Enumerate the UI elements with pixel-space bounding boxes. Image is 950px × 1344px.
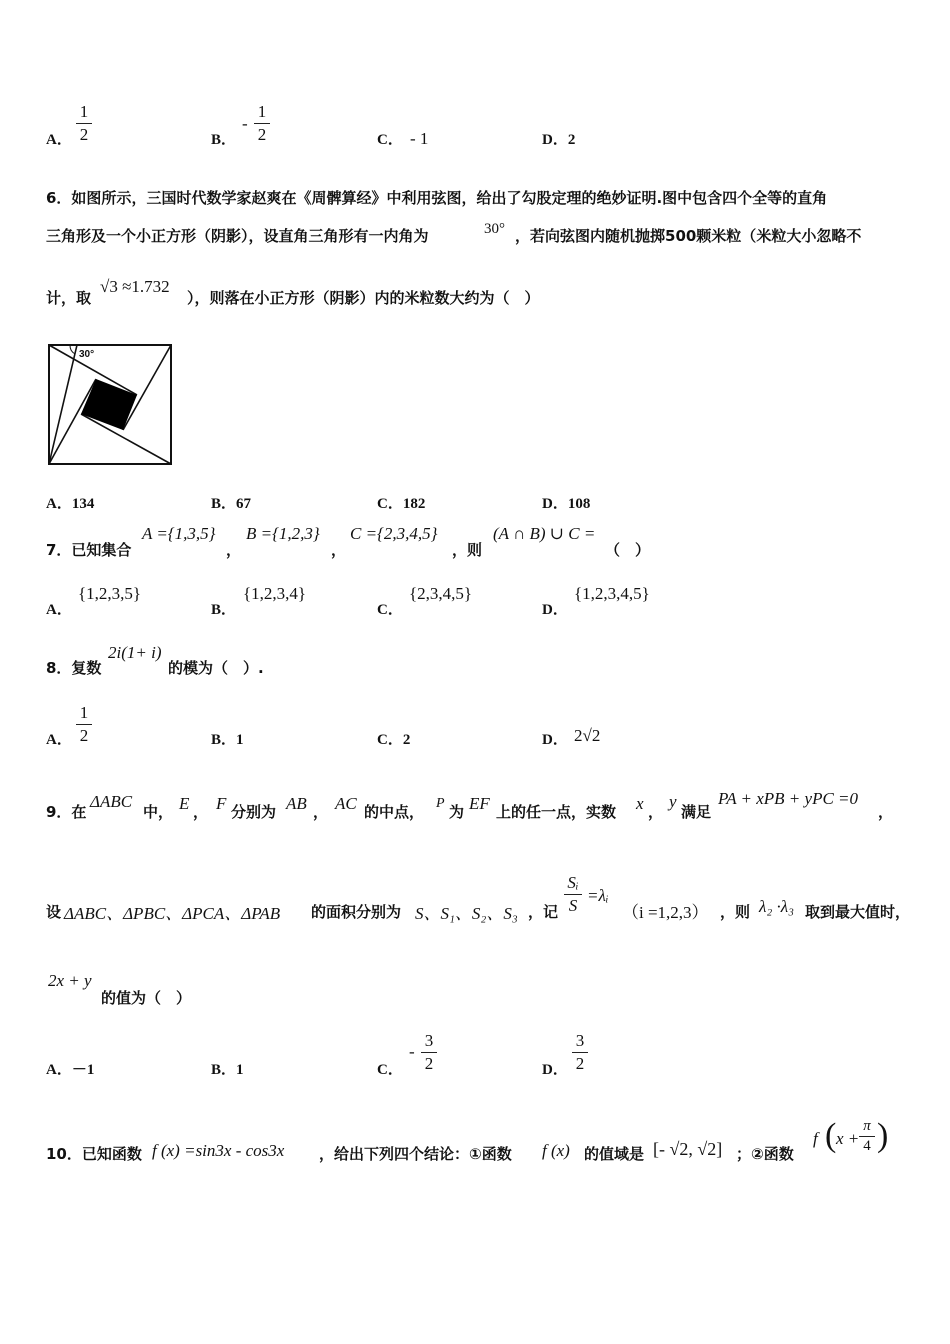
q9-d-denominator: 2 [575, 1054, 585, 1073]
q9-c-sign: - [409, 1042, 415, 1061]
q9-vector-equation: PA + xPB + yPC =0 [718, 789, 859, 808]
q7-set-c: C ={2,3,4,5} [350, 524, 438, 543]
q10-pi-fraction [859, 1118, 875, 1155]
q10-range-lead: 的值域是 [584, 1145, 645, 1163]
q9-option-c-label: C． [377, 1062, 403, 1078]
q9-expression: 2x + y [48, 971, 92, 990]
q8-a-denominator: 2 [79, 726, 89, 745]
q9-lambda-product: λ₂ ·λ₃ [759, 897, 795, 916]
q9-text: 中， [143, 803, 174, 821]
fraction-bar [76, 724, 92, 725]
q9-segment-ab: AB [286, 794, 307, 813]
q5-b-numerator: 1 [257, 102, 267, 121]
q9-areas: S、S₁、S₂、S₃ [415, 904, 518, 923]
q6-sqrt3-approx: √3 ≈1.732 [100, 277, 170, 296]
q8-a-numerator: 1 [79, 703, 89, 722]
q7-lead: 7．已知集合 [46, 541, 132, 559]
q9-text: 的中点， [364, 803, 425, 821]
angle-label: 30° [79, 349, 95, 360]
q7-option-b-value: {1,2,3,4} [243, 584, 307, 603]
q8-option-c: C．2 [377, 732, 411, 748]
q9-text: 满足 [681, 803, 712, 821]
q5-option-b-label: B． [211, 132, 237, 148]
q5-option-c-value: - 1 [410, 129, 429, 148]
q8-option-d-label: D． [542, 732, 568, 748]
q9-option-c-fraction [421, 1031, 437, 1074]
q8-tail: 的模为（ ）. [168, 659, 264, 677]
q9-lambda: =λᵢ [587, 886, 609, 905]
q5-option-a-label: A． [46, 132, 72, 148]
fraction-bar [859, 1136, 875, 1137]
q6-option-c: C．182 [377, 496, 426, 512]
q7-sep: ， [226, 541, 242, 559]
zhao-shuang-diagram [44, 341, 176, 469]
left-paren: ( [825, 1117, 837, 1154]
q9-ratio-denominator: S [568, 896, 578, 915]
q9-triangles: ΔABC、ΔPBC、ΔPCA、ΔPAB [64, 904, 281, 923]
q7-option-c-value: {2,3,4,5} [409, 584, 473, 603]
q9-lead: 9．在 [46, 803, 87, 821]
q9-option-d-fraction [572, 1031, 588, 1074]
q10-mid: ，给出下列四个结论：①函数 [319, 1145, 512, 1163]
q9-line3-tail: 的值为（ ） [101, 989, 192, 1007]
q10-lead: 10．已知函数 [46, 1145, 142, 1163]
q5-option-b-fraction [254, 102, 270, 145]
q7-then: ，则 [452, 541, 483, 559]
q6-line-2a: 三角形及一个小正方形（阴影），设直角三角形有一内角为 [46, 227, 429, 245]
q5-b-denominator: 2 [257, 125, 267, 144]
q9-text: 分别为 [231, 803, 277, 821]
q7-answer-paren: （ ） [605, 541, 651, 559]
right-paren: ) [877, 1117, 889, 1154]
q10-f2: f [813, 1129, 818, 1148]
q9-var-x: x [636, 794, 644, 813]
q8-expression: 2i(1+ i) [108, 643, 162, 662]
q7-option-b-label: B． [211, 602, 237, 618]
q6-angle: 30° [484, 221, 505, 237]
q7-set-b: B ={1,2,3} [246, 524, 320, 543]
q10-function: f (x) =sin3x - cos3x [152, 1141, 285, 1160]
q8-option-d-value: 2√2 [574, 726, 601, 745]
q9-point-p: P [436, 796, 445, 811]
q9-line2-end: 取到最大值时， [805, 903, 911, 921]
q7-option-a-label: A． [46, 602, 72, 618]
q6-option-a: A．134 [46, 496, 95, 512]
q9-line2-tail: ，则 [720, 903, 751, 921]
q6-line-3a: 计，取 [46, 289, 92, 307]
q5-option-d: D．2 [542, 132, 576, 148]
q10-tail: ；②函数 [736, 1145, 794, 1163]
q8-option-a-fraction [76, 703, 92, 746]
q9-ratio-numerator: Sᵢ [567, 873, 579, 892]
q9-line2-mid: 的面积分别为 [311, 903, 402, 921]
q9-d-numerator: 3 [575, 1031, 585, 1050]
q6-line-3b: ），则落在小正方形（阴影）内的米粒数大约为（ ） [187, 289, 540, 307]
q8-lead: 8．复数 [46, 659, 102, 677]
q10-range: [- √2, √2] [653, 1139, 723, 1159]
q9-text: 为 [449, 803, 465, 821]
q9-text: ， [193, 803, 209, 821]
q9-option-b: B．1 [211, 1062, 244, 1078]
q9-segment-ef: EF [469, 794, 490, 813]
q8-option-b: B．1 [211, 732, 244, 748]
q9-point-e: E [179, 794, 190, 813]
q9-c-denominator: 2 [424, 1054, 434, 1073]
q6-option-b: B．67 [211, 496, 252, 512]
q9-segment-ac: AC [335, 794, 357, 813]
q9-index-range: （i =1,2,3） [622, 903, 709, 922]
q9-option-a: A．－1 [46, 1062, 95, 1078]
q7-set-a: A ={1,3,5} [142, 524, 216, 543]
fraction-bar [421, 1052, 437, 1053]
fraction-bar [564, 894, 582, 895]
q7-option-d-value: {1,2,3,4,5} [574, 584, 650, 603]
q10-pi-denominator: 4 [863, 1138, 871, 1154]
q7-option-a-value: {1,2,3,5} [78, 584, 142, 603]
q7-expression: (A ∩ B) ∪ C = [493, 524, 596, 543]
q9-text: ， [313, 803, 329, 821]
q5-option-a-fraction [76, 102, 92, 145]
q9-option-d-label: D． [542, 1062, 568, 1078]
q7-sep: ， [331, 541, 347, 559]
q9-text: ， [878, 803, 894, 821]
q5-a-denominator: 2 [79, 125, 89, 144]
q5-option-c-label: C． [377, 132, 403, 148]
fraction-bar [76, 123, 92, 124]
q6-line-1: 6．如图所示，三国时代数学家赵爽在《周髀算经》中利用弦图，给出了勾股定理的绝妙证明.图中包含四个全等的直角 [46, 189, 828, 207]
q9-var-y: y [669, 792, 677, 811]
q9-text: 上的任一点，实数 [496, 803, 617, 821]
fraction-bar [254, 123, 270, 124]
q9-ratio-fraction [564, 873, 582, 916]
q9-point-f: F [216, 794, 227, 813]
q7-option-c-label: C． [377, 602, 403, 618]
q10-fx: f (x) [542, 1141, 570, 1160]
q9-triangle: ΔABC [90, 792, 133, 811]
q9-line2-lead: 设 [46, 903, 62, 921]
q6-line-2b: ，若向弦图内随机抛掷500颗米粒（米粒大小忽略不 [515, 227, 862, 245]
fraction-bar [572, 1052, 588, 1053]
q9-line2-note: ，记 [528, 903, 559, 921]
q6-option-d: D．108 [542, 496, 591, 512]
q8-option-a-label: A． [46, 732, 72, 748]
q9-c-numerator: 3 [424, 1031, 434, 1050]
q5-a-numerator: 1 [79, 102, 89, 121]
q7-option-d-label: D． [542, 602, 568, 618]
q9-text: ， [648, 803, 664, 821]
q5-b-sign: - [242, 114, 248, 133]
q10-pi-numerator: π [863, 1118, 871, 1134]
q10-f2-arg: x + [836, 1129, 860, 1148]
